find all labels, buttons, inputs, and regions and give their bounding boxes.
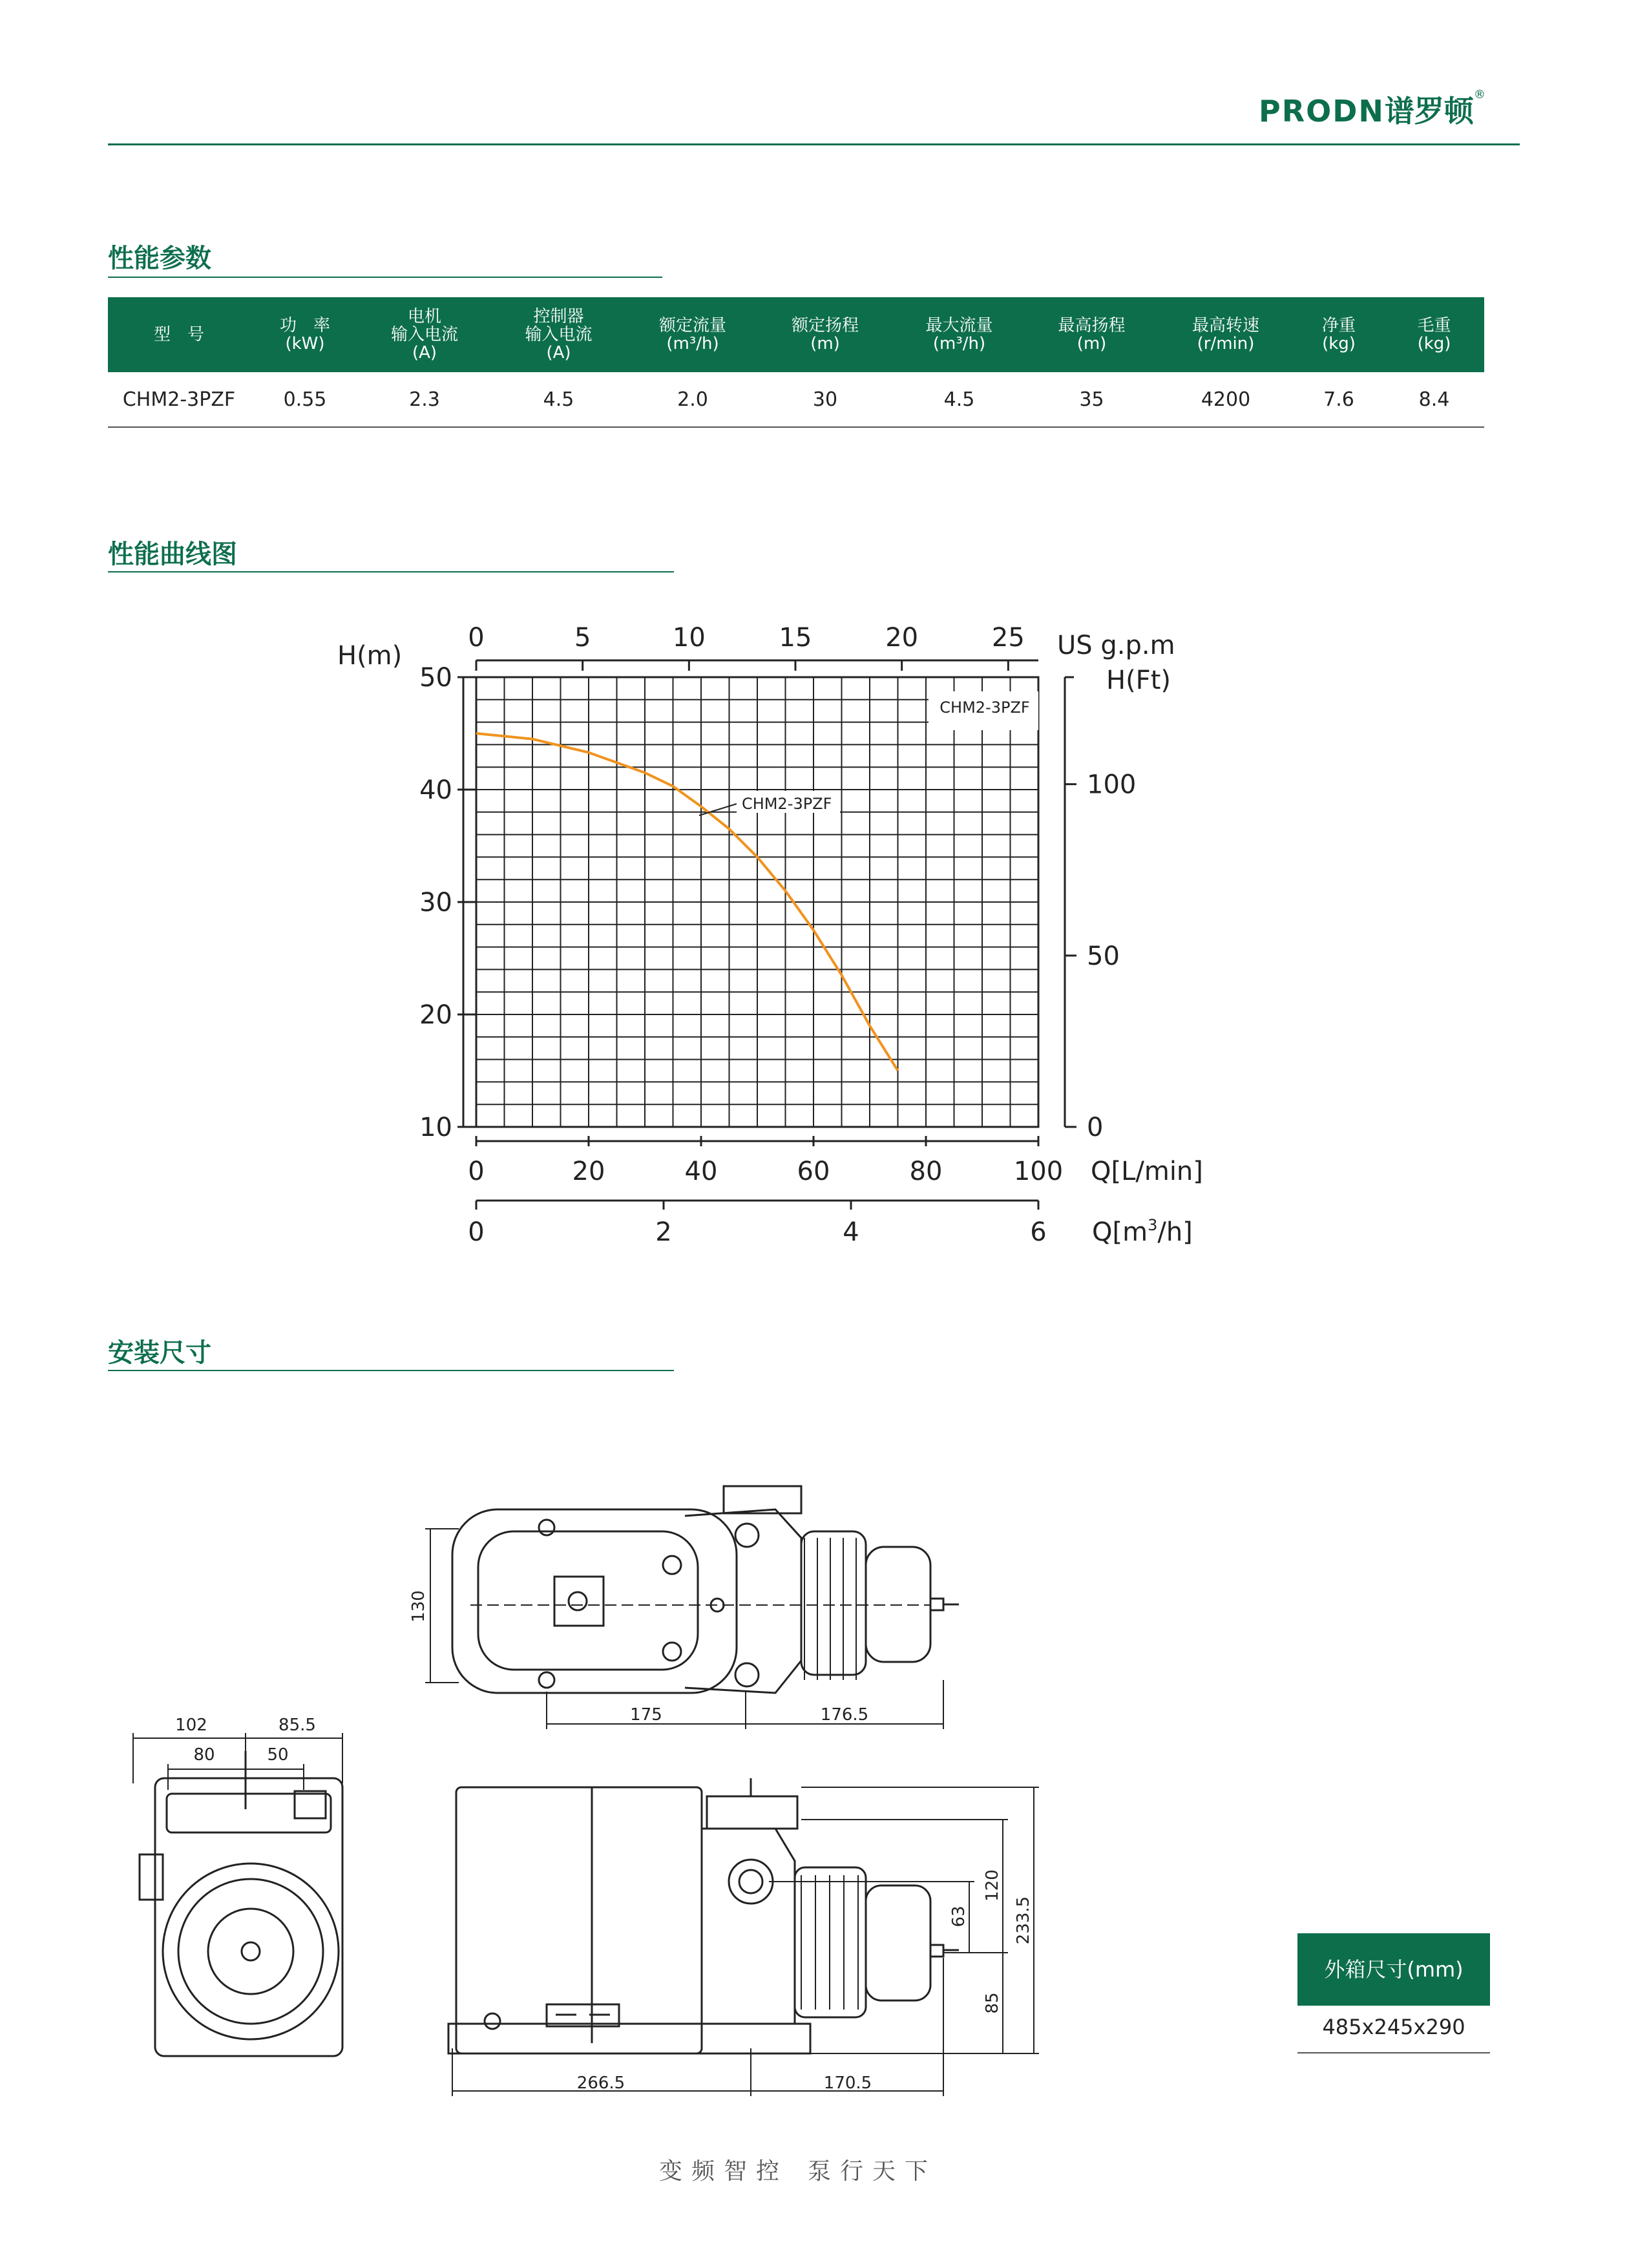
dim-front-inner-right: 50 bbox=[267, 1745, 289, 1765]
spec-table-wrap bbox=[108, 297, 1484, 428]
bottom-tick-label: 100 bbox=[1013, 1157, 1064, 1186]
top-tick-label: 15 bbox=[779, 623, 812, 653]
spec-header-line: (r/min) bbox=[1197, 334, 1255, 353]
bottom-tick-label: 40 bbox=[684, 1157, 718, 1186]
left-tick-label: 40 bbox=[419, 775, 452, 805]
spec-cell: 4200 bbox=[1158, 372, 1294, 427]
top-tick-label: 10 bbox=[672, 623, 706, 653]
spec-header-line: 最高转速 bbox=[1191, 316, 1259, 335]
bottom2-tick-label: 6 bbox=[1030, 1217, 1047, 1247]
left-tick-label: 50 bbox=[419, 663, 452, 693]
package-box-value: 485x245x290 bbox=[1322, 2015, 1465, 2039]
spec-header-0 bbox=[108, 297, 250, 372]
spec-header-10 bbox=[1384, 297, 1484, 372]
spec-header-line: 额定流量 bbox=[658, 316, 726, 335]
section-title-curve: 性能曲线图 bbox=[108, 540, 237, 569]
header-logo bbox=[1259, 88, 1485, 131]
right-tick-label: 0 bbox=[1087, 1113, 1104, 1142]
spec-header-line: (m) bbox=[1076, 334, 1107, 353]
spec-header-7 bbox=[1025, 297, 1158, 372]
dim-side-85: 85 bbox=[983, 1992, 1002, 2014]
spec-header-line: 净重 bbox=[1321, 316, 1356, 335]
spec-header-line: (m) bbox=[810, 334, 840, 353]
spec-header-line: (A) bbox=[412, 343, 437, 362]
spec-header-9 bbox=[1294, 297, 1384, 372]
section-rule-curve bbox=[108, 571, 674, 572]
spec-header-row bbox=[108, 297, 1484, 372]
bottom2-tick-label: 0 bbox=[468, 1217, 485, 1247]
dim-side-63: 63 bbox=[949, 1906, 969, 1927]
spec-header-2 bbox=[360, 297, 489, 372]
spec-header-3 bbox=[489, 297, 628, 372]
section-rule-install bbox=[108, 1370, 674, 1371]
package-box-rule bbox=[1297, 2052, 1490, 2053]
section-rule-params bbox=[108, 277, 662, 278]
registered-mark: ® bbox=[1473, 88, 1485, 101]
spec-cell: 0.55 bbox=[250, 372, 360, 427]
spec-header-line: (kg) bbox=[1322, 334, 1356, 353]
spec-header-line: 电机 bbox=[407, 307, 441, 326]
package-box-label: 外箱尺寸(mm) bbox=[1297, 1933, 1490, 2006]
right-axis-label: H(Ft) bbox=[1106, 666, 1171, 695]
left-axis-label: H(m) bbox=[337, 641, 403, 671]
spec-body bbox=[108, 372, 1484, 427]
spec-header-line: 最高扬程 bbox=[1058, 316, 1126, 335]
footer-slogan bbox=[659, 2153, 937, 2186]
bottom-tick-label: 0 bbox=[468, 1157, 485, 1186]
spec-cell: 4.5 bbox=[893, 372, 1025, 427]
dimension-lines bbox=[133, 1529, 1039, 2096]
curve-label: CHM2-3PZF bbox=[742, 795, 832, 813]
spec-header-8 bbox=[1158, 297, 1294, 372]
spec-header-line: (kg) bbox=[1417, 334, 1451, 353]
bottom-tick-label: 80 bbox=[909, 1157, 943, 1186]
spec-cell: 8.4 bbox=[1384, 372, 1484, 427]
top-tick-label: 0 bbox=[468, 623, 485, 653]
spec-cell: 30 bbox=[757, 372, 893, 427]
spec-cell: 7.6 bbox=[1294, 372, 1384, 427]
spec-header-line: 毛重 bbox=[1417, 316, 1451, 335]
top-tick-label: 20 bbox=[885, 623, 919, 653]
dim-side-left: 266.5 bbox=[576, 2074, 625, 2093]
top-axis-label: US g.p.m bbox=[1057, 631, 1175, 660]
spec-header-4 bbox=[628, 297, 757, 372]
spec-header-line: 功 率 bbox=[279, 316, 330, 335]
bottom-tick-label: 60 bbox=[797, 1157, 830, 1186]
footer-slogan-2: 泵行天下 bbox=[808, 2158, 938, 2185]
top-tick-label: 25 bbox=[991, 623, 1025, 653]
dim-front-inner-left: 80 bbox=[193, 1745, 215, 1765]
right-tick-label: 100 bbox=[1087, 770, 1137, 800]
left-tick-label: 30 bbox=[419, 888, 452, 918]
dim-side-total: 233.5 bbox=[1014, 1896, 1033, 1945]
header-rule bbox=[108, 143, 1520, 145]
spec-header-line: 型 号 bbox=[153, 325, 204, 344]
spec-header-5 bbox=[757, 297, 893, 372]
dim-top-height: 130 bbox=[409, 1590, 428, 1622]
left-tick-label: 10 bbox=[419, 1113, 452, 1142]
spec-cell: 2.3 bbox=[360, 372, 489, 427]
bottom-axis-label: Q[L/min] bbox=[1091, 1157, 1203, 1186]
dim-top-left: 175 bbox=[630, 1705, 662, 1725]
section-title-install: 安装尺寸 bbox=[108, 1338, 211, 1368]
brand-latin: PRODN bbox=[1259, 94, 1385, 129]
legend-label: CHM2-3PZF bbox=[939, 698, 1030, 717]
dim-side-120: 120 bbox=[983, 1869, 1002, 1902]
front-view-drawing bbox=[140, 1751, 342, 2056]
bottom-tick-label: 20 bbox=[572, 1157, 605, 1186]
spec-header-line: 最大流量 bbox=[925, 316, 993, 335]
bottom2-axis-label: $Q[m^3/h]$ bbox=[1092, 1216, 1193, 1247]
left-tick-label: 20 bbox=[419, 1000, 452, 1030]
spec-cell: 2.0 bbox=[628, 372, 757, 427]
spec-header-line: 控制器 bbox=[533, 307, 584, 326]
spec-cell: CHM2-3PZF bbox=[108, 372, 250, 427]
dim-side-right: 170.5 bbox=[823, 2074, 872, 2093]
performance-chart bbox=[0, 582, 1627, 1279]
bottom2-tick-label: 4 bbox=[843, 1217, 859, 1247]
spec-cell: 35 bbox=[1025, 372, 1158, 427]
section-title-params: 性能参数 bbox=[108, 244, 211, 273]
top-tick-label: 5 bbox=[574, 623, 591, 653]
bottom2-tick-label: 2 bbox=[655, 1217, 672, 1247]
dim-front-total: 102 bbox=[175, 1716, 207, 1735]
spec-header-line: 输入电流 bbox=[525, 325, 593, 344]
dim-top-right: 176.5 bbox=[820, 1705, 869, 1725]
brand-cn: 谱罗顿 bbox=[1384, 94, 1474, 129]
top-view-drawing bbox=[452, 1486, 959, 1693]
spec-cell: 4.5 bbox=[489, 372, 628, 427]
spec-header-line: (A) bbox=[546, 343, 571, 362]
dim-front-right: 85.5 bbox=[278, 1716, 316, 1735]
footer-slogan-1: 变频智控 bbox=[659, 2158, 789, 2185]
right-tick-label: 50 bbox=[1087, 941, 1120, 971]
spec-header-6 bbox=[893, 297, 1025, 372]
spec-header-line: (kW) bbox=[285, 334, 325, 353]
spec-table bbox=[108, 297, 1484, 428]
spec-header-line: 额定扬程 bbox=[791, 316, 859, 335]
table-row bbox=[108, 372, 1484, 427]
spec-header-line: 输入电流 bbox=[390, 325, 458, 344]
spec-header-line: (m³/h) bbox=[932, 334, 986, 353]
spec-header-line: (m³/h) bbox=[666, 334, 719, 353]
spec-header-1 bbox=[250, 297, 360, 372]
